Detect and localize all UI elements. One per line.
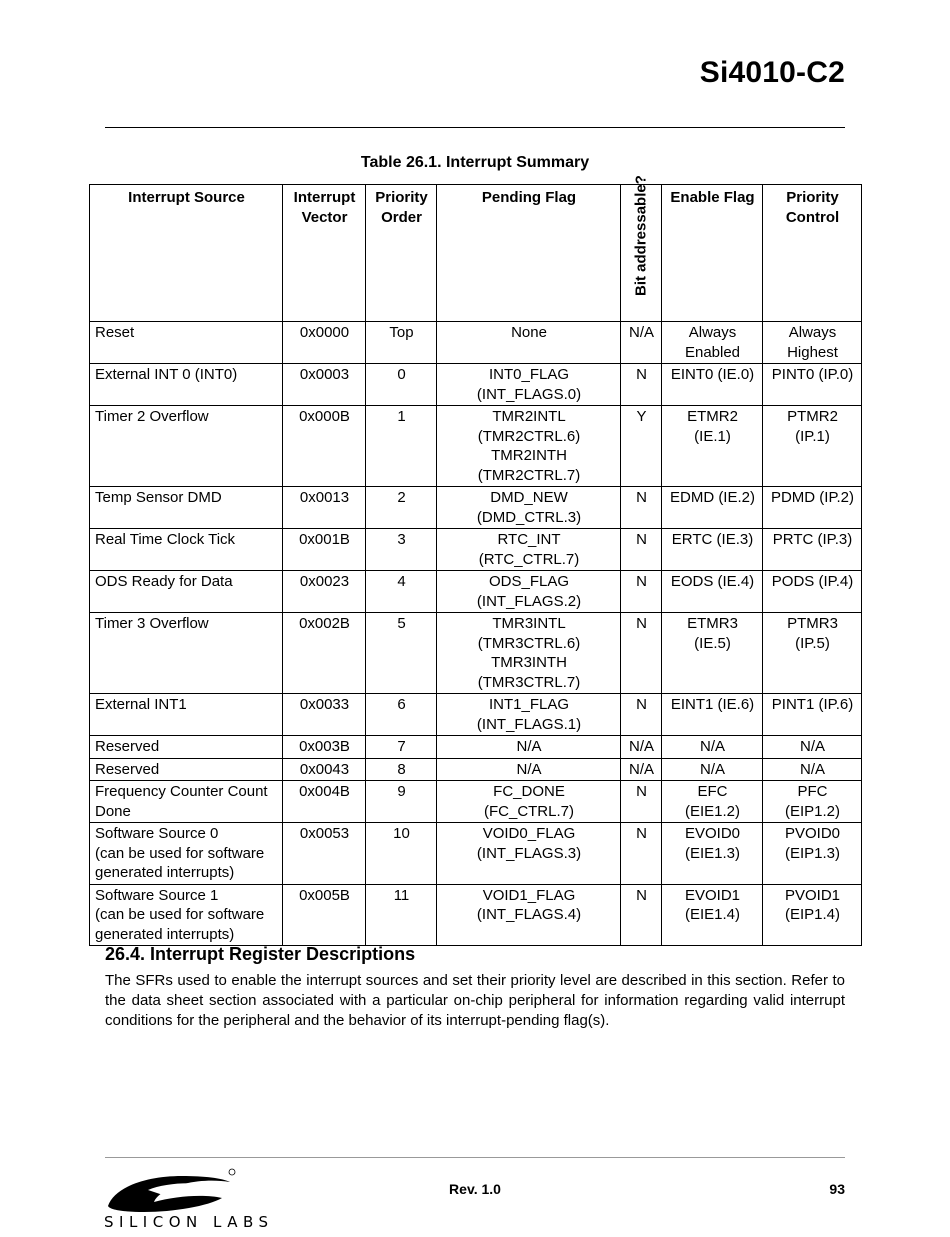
table-cell: None: [437, 322, 621, 364]
table-cell: EFC (EIE1.2): [662, 781, 763, 823]
table-row: [90, 694, 862, 736]
table-cell: EODS (IE.4): [662, 571, 763, 613]
table-cell: 0x000B: [283, 406, 366, 487]
table-cell: 6: [366, 694, 437, 736]
table-cell: Always Enabled: [662, 322, 763, 364]
table-cell: VOID1_FLAG (INT_FLAGS.4): [437, 884, 621, 946]
table-cell: EVOID1 (EIE1.4): [662, 884, 763, 946]
table-cell: 0x0000: [283, 322, 366, 364]
table-cell: 5: [366, 613, 437, 694]
table-cell: 4: [366, 571, 437, 613]
table-cell: 10: [366, 823, 437, 885]
table-cell: N: [621, 487, 662, 529]
table-cell: Reserved: [90, 736, 283, 759]
table-cell: N/A: [437, 736, 621, 759]
table-cell: TMR3INTL (TMR3CTRL.6) TMR3INTH (TMR3CTRL.7): [437, 613, 621, 694]
table-cell: DMD_NEW (DMD_CTRL.3): [437, 487, 621, 529]
table-cell: N/A: [763, 758, 862, 781]
table-cell: VOID0_FLAG (INT_FLAGS.3): [437, 823, 621, 885]
table-cell: Software Source 1 (can be used for software generated interrupts): [90, 884, 283, 946]
table-cell: N: [621, 823, 662, 885]
column-header: Priority Control: [763, 185, 862, 322]
table-row: [90, 571, 862, 613]
column-header: Enable Flag: [662, 185, 763, 322]
table-cell: 0x005B: [283, 884, 366, 946]
table-cell: N/A: [662, 736, 763, 759]
table-row: [90, 613, 862, 694]
table-cell: 0x0053: [283, 823, 366, 885]
table-cell: ODS_FLAG (INT_FLAGS.2): [437, 571, 621, 613]
table-cell: 9: [366, 781, 437, 823]
table-cell: External INT 0 (INT0): [90, 364, 283, 406]
table-cell: N/A: [621, 736, 662, 759]
table-cell: Reset: [90, 322, 283, 364]
table-cell: N/A: [621, 758, 662, 781]
table-cell: 0x003B: [283, 736, 366, 759]
table-cell: INT1_FLAG (INT_FLAGS.1): [437, 694, 621, 736]
table-caption: Table 26.1. Interrupt Summary: [360, 154, 590, 171]
logo-wordmark: SILICON LABS: [104, 1213, 274, 1231]
table-row: [90, 758, 862, 781]
section-body-text: The SFRs used to enable the interrupt sources and set their priority level are described in this section. Refer to the data sheet section associated with a particular on-chip peripheral for information regarding valid interrupt conditions for the peripheral and the behavior of its interrupt-pending flag(s).: [105, 972, 845, 1029]
document-title: Si4010-C2: [699, 56, 845, 89]
table-row: [90, 487, 862, 529]
table-cell: FC_DONE (FC_CTRL.7): [437, 781, 621, 823]
table-cell: PVOID0 (EIP1.3): [763, 823, 862, 885]
table-cell: 1: [366, 406, 437, 487]
column-header: Pending Flag: [437, 185, 621, 322]
table-cell: N: [621, 364, 662, 406]
table-cell: N/A: [662, 758, 763, 781]
table-cell: TMR2INTL (TMR2CTRL.6) TMR2INTH (TMR2CTRL.7): [437, 406, 621, 487]
table-cell: Always Highest: [763, 322, 862, 364]
table-cell: N: [621, 694, 662, 736]
table-cell: PODS (IP.4): [763, 571, 862, 613]
table-cell: 0x0003: [283, 364, 366, 406]
table-cell: ERTC (IE.3): [662, 529, 763, 571]
table-cell: Reserved: [90, 758, 283, 781]
table-cell: 0x004B: [283, 781, 366, 823]
revision-label: Rev. 1.0: [449, 1181, 501, 1197]
table-row: [90, 529, 862, 571]
table-cell: 0x002B: [283, 613, 366, 694]
table-cell: PINT1 (IP.6): [763, 694, 862, 736]
table-cell: Real Time Clock Tick: [90, 529, 283, 571]
table-cell: Temp Sensor DMD: [90, 487, 283, 529]
column-header-vertical: [621, 174, 662, 322]
table-cell: Y: [621, 406, 662, 487]
table-header-row: [90, 185, 862, 322]
table-cell: 7: [366, 736, 437, 759]
table-cell: 0x0023: [283, 571, 366, 613]
column-header: Interrupt Source: [90, 185, 283, 322]
table-cell: Timer 3 Overflow: [90, 613, 283, 694]
table-cell: ETMR3 (IE.5): [662, 613, 763, 694]
table-cell: N: [621, 613, 662, 694]
table-row: [90, 781, 862, 823]
header-rule: [105, 127, 845, 128]
table-cell: PTMR3 (IP.5): [763, 613, 862, 694]
table-cell: EINT1 (IE.6): [662, 694, 763, 736]
table-cell: 8: [366, 758, 437, 781]
table-cell: 11: [366, 884, 437, 946]
table-cell: Software Source 0 (can be used for software generated interrupts): [90, 823, 283, 885]
page-number: 93: [829, 1181, 845, 1197]
table-cell: 2: [366, 487, 437, 529]
table-cell: N/A: [621, 322, 662, 364]
interrupt-summary-table: [89, 174, 862, 946]
table-row: [90, 406, 862, 487]
table-cell: 0x0043: [283, 758, 366, 781]
table-cell: PRTC (IP.3): [763, 529, 862, 571]
table-cell: PTMR2 (IP.1): [763, 406, 862, 487]
table-row: [90, 884, 862, 946]
table-row: [90, 322, 862, 364]
table-cell: N: [621, 571, 662, 613]
table-cell: External INT1: [90, 694, 283, 736]
table-cell: ODS Ready for Data: [90, 571, 283, 613]
table-cell: N/A: [763, 736, 862, 759]
table-cell: PDMD (IP.2): [763, 487, 862, 529]
table-row: [90, 364, 862, 406]
table-row: [90, 736, 862, 759]
vertical-header-text: Bit addressable?: [632, 174, 650, 296]
section-heading: 26.4. Interrupt Register Descriptions: [105, 944, 416, 964]
table-cell: 0: [366, 364, 437, 406]
table-cell: ETMR2 (IE.1): [662, 406, 763, 487]
table-cell: 0x0033: [283, 694, 366, 736]
table-cell: N: [621, 529, 662, 571]
table-cell: EVOID0 (EIE1.3): [662, 823, 763, 885]
table-row: [90, 823, 862, 885]
table-cell: N: [621, 884, 662, 946]
table-cell: 3: [366, 529, 437, 571]
column-header: Interrupt Vector: [283, 185, 366, 322]
table-cell: INT0_FLAG (INT_FLAGS.0): [437, 364, 621, 406]
table-cell: Timer 2 Overflow: [90, 406, 283, 487]
table-cell: N/A: [437, 758, 621, 781]
table-body: [90, 322, 862, 946]
table-cell: 0x001B: [283, 529, 366, 571]
footer-rule: [105, 1157, 845, 1158]
table-cell: RTC_INT (RTC_CTRL.7): [437, 529, 621, 571]
table-cell: 0x0013: [283, 487, 366, 529]
table-cell: PINT0 (IP.0): [763, 364, 862, 406]
table-cell: EINT0 (IE.0): [662, 364, 763, 406]
table-cell: Top: [366, 322, 437, 364]
column-header: Priority Order: [366, 185, 437, 322]
table-cell: Frequency Counter Count Done: [90, 781, 283, 823]
table-cell: EDMD (IE.2): [662, 487, 763, 529]
table-cell: N: [621, 781, 662, 823]
table-cell: PFC (EIP1.2): [763, 781, 862, 823]
table-cell: PVOID1 (EIP1.4): [763, 884, 862, 946]
